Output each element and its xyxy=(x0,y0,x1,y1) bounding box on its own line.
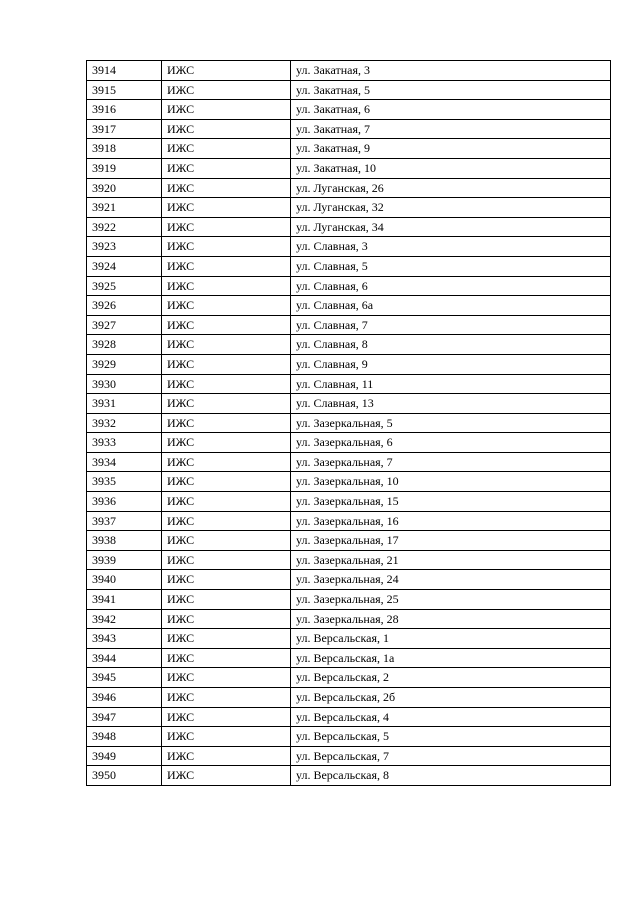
building-type-cell-text: ИЖС xyxy=(167,317,195,332)
table-row xyxy=(87,609,611,629)
row-number-cell-text: 3923 xyxy=(92,239,116,254)
row-number-cell-text: 3931 xyxy=(92,396,116,411)
table-row xyxy=(87,511,611,531)
table-row xyxy=(87,315,611,335)
building-type-cell xyxy=(162,688,291,708)
table-row xyxy=(87,256,611,276)
building-type-cell-text: ИЖС xyxy=(167,513,195,528)
address-cell-text: ул. Луганская, 32 xyxy=(296,200,384,215)
address-cell xyxy=(291,335,611,355)
table-row xyxy=(87,61,611,81)
row-number-cell xyxy=(87,766,162,786)
address-cell-text: ул. Зазеркальная, 15 xyxy=(296,494,399,509)
table-row xyxy=(87,296,611,316)
building-type-cell xyxy=(162,335,291,355)
row-number-cell-text: 3934 xyxy=(92,454,116,469)
row-number-cell-text: 3932 xyxy=(92,415,116,430)
address-cell xyxy=(291,648,611,668)
row-number-cell xyxy=(87,237,162,257)
address-cell-text: ул. Славная, 6 xyxy=(296,278,368,293)
row-number-cell-text: 3937 xyxy=(92,513,116,528)
row-number-cell-text: 3948 xyxy=(92,729,116,744)
row-number-cell-text: 3944 xyxy=(92,650,116,665)
building-type-cell-text: ИЖС xyxy=(167,356,195,371)
row-number-cell xyxy=(87,139,162,159)
building-type-cell xyxy=(162,531,291,551)
row-number-cell xyxy=(87,688,162,708)
address-cell-text: ул. Зазеркальная, 25 xyxy=(296,592,399,607)
building-type-cell xyxy=(162,217,291,237)
building-type-cell-text: ИЖС xyxy=(167,415,195,430)
building-type-cell-text: ИЖС xyxy=(167,474,195,489)
building-type-cell-text: ИЖС xyxy=(167,278,195,293)
building-type-cell xyxy=(162,119,291,139)
row-number-cell xyxy=(87,590,162,610)
building-type-cell-text: ИЖС xyxy=(167,454,195,469)
table-row xyxy=(87,648,611,668)
building-type-cell-text: ИЖС xyxy=(167,690,195,704)
building-type-cell xyxy=(162,570,291,590)
table-row xyxy=(87,80,611,100)
address-cell-text: ул. Версальская, 7 xyxy=(296,748,389,763)
row-number-cell-text: 3917 xyxy=(92,121,116,136)
row-number-cell xyxy=(87,61,162,81)
address-registry-table xyxy=(86,60,611,786)
row-number-cell xyxy=(87,374,162,394)
table-row xyxy=(87,746,611,766)
row-number-cell-text: 3915 xyxy=(92,82,116,97)
building-type-cell xyxy=(162,629,291,649)
row-number-cell xyxy=(87,452,162,472)
building-type-cell-text: ИЖС xyxy=(167,650,195,665)
building-type-cell-text: ИЖС xyxy=(167,102,195,117)
row-number-cell-text: 3929 xyxy=(92,356,116,371)
row-number-cell-text: 3943 xyxy=(92,631,116,646)
building-type-cell xyxy=(162,668,291,688)
address-cell xyxy=(291,237,611,257)
address-cell-text: ул. Версальская, 5 xyxy=(296,729,389,744)
table-row xyxy=(87,707,611,727)
row-number-cell xyxy=(87,648,162,668)
address-cell-text: ул. Версальская, 1а xyxy=(296,650,395,665)
address-cell-text: ул. Закатная, 3 xyxy=(296,63,370,77)
address-cell-text: ул. Зазеркальная, 21 xyxy=(296,552,399,567)
building-type-cell xyxy=(162,61,291,81)
address-cell-text: ул. Зазеркальная, 16 xyxy=(296,513,399,528)
building-type-cell xyxy=(162,452,291,472)
building-type-cell xyxy=(162,158,291,178)
building-type-cell-text: ИЖС xyxy=(167,729,195,744)
address-cell xyxy=(291,394,611,414)
row-number-cell-text: 3914 xyxy=(92,63,116,77)
table-row xyxy=(87,178,611,198)
address-cell-text: ул. Зазеркальная, 5 xyxy=(296,415,393,430)
building-type-cell xyxy=(162,492,291,512)
address-cell-text: ул. Славная, 3 xyxy=(296,239,368,254)
building-type-cell xyxy=(162,276,291,296)
building-type-cell xyxy=(162,766,291,786)
building-type-cell xyxy=(162,354,291,374)
building-type-cell-text: ИЖС xyxy=(167,239,195,254)
building-type-cell xyxy=(162,296,291,316)
table-row xyxy=(87,668,611,688)
address-cell xyxy=(291,570,611,590)
row-number-cell-text: 3940 xyxy=(92,572,116,587)
row-number-cell xyxy=(87,198,162,218)
row-number-cell-text: 3935 xyxy=(92,474,116,489)
address-cell xyxy=(291,492,611,512)
row-number-cell xyxy=(87,472,162,492)
row-number-cell xyxy=(87,492,162,512)
row-number-cell xyxy=(87,531,162,551)
building-type-cell xyxy=(162,394,291,414)
building-type-cell-text: ИЖС xyxy=(167,435,195,450)
building-type-cell-text: ИЖС xyxy=(167,376,195,391)
building-type-cell xyxy=(162,746,291,766)
building-type-cell-text: ИЖС xyxy=(167,82,195,97)
row-number-cell-text: 3927 xyxy=(92,317,116,332)
table-row xyxy=(87,550,611,570)
address-cell xyxy=(291,374,611,394)
address-cell xyxy=(291,61,611,81)
table-row xyxy=(87,374,611,394)
row-number-cell xyxy=(87,550,162,570)
address-cell xyxy=(291,727,611,747)
address-cell-text: ул. Луганская, 34 xyxy=(296,219,384,234)
row-number-cell xyxy=(87,256,162,276)
address-cell-text: ул. Зазеркальная, 28 xyxy=(296,611,399,626)
address-cell-text: ул. Версальская, 8 xyxy=(296,768,389,783)
address-cell-text: ул. Славная, 9 xyxy=(296,356,368,371)
row-number-cell-text: 3945 xyxy=(92,670,116,685)
address-cell-text: ул. Славная, 7 xyxy=(296,317,368,332)
table-row xyxy=(87,237,611,257)
address-cell xyxy=(291,668,611,688)
address-cell-text: ул. Закатная, 6 xyxy=(296,102,370,117)
building-type-cell-text: ИЖС xyxy=(167,592,195,607)
address-cell xyxy=(291,766,611,786)
building-type-cell xyxy=(162,237,291,257)
building-type-cell-text: ИЖС xyxy=(167,121,195,136)
row-number-cell xyxy=(87,570,162,590)
table-row xyxy=(87,590,611,610)
address-cell xyxy=(291,550,611,570)
building-type-cell-text: ИЖС xyxy=(167,180,195,195)
table-row xyxy=(87,531,611,551)
row-number-cell xyxy=(87,511,162,531)
building-type-cell xyxy=(162,590,291,610)
address-cell xyxy=(291,354,611,374)
row-number-cell xyxy=(87,746,162,766)
row-number-cell-text: 3926 xyxy=(92,298,116,313)
address-cell xyxy=(291,746,611,766)
row-number-cell-text: 3922 xyxy=(92,219,116,234)
building-type-cell xyxy=(162,511,291,531)
building-type-cell xyxy=(162,609,291,629)
table-row xyxy=(87,119,611,139)
row-number-cell xyxy=(87,413,162,433)
row-number-cell-text: 3936 xyxy=(92,494,116,509)
row-number-cell-text: 3916 xyxy=(92,102,116,117)
building-type-cell-text: ИЖС xyxy=(167,219,195,234)
table-row xyxy=(87,629,611,649)
address-cell xyxy=(291,452,611,472)
address-cell xyxy=(291,80,611,100)
building-type-cell-text: ИЖС xyxy=(167,141,195,156)
row-number-cell-text: 3930 xyxy=(92,376,116,391)
row-number-cell xyxy=(87,335,162,355)
address-cell-text: ул. Закатная, 7 xyxy=(296,121,370,136)
row-number-cell xyxy=(87,158,162,178)
row-number-cell-text: 3933 xyxy=(92,435,116,450)
row-number-cell-text: 3918 xyxy=(92,141,116,156)
address-cell xyxy=(291,178,611,198)
table-row xyxy=(87,492,611,512)
address-cell xyxy=(291,413,611,433)
table-row xyxy=(87,198,611,218)
building-type-cell-text: ИЖС xyxy=(167,200,195,215)
table-row xyxy=(87,570,611,590)
building-type-cell-text: ИЖС xyxy=(167,160,195,175)
building-type-cell-text: ИЖС xyxy=(167,494,195,509)
building-type-cell xyxy=(162,472,291,492)
row-number-cell xyxy=(87,119,162,139)
address-cell-text: ул. Закатная, 5 xyxy=(296,82,370,97)
address-cell-text: ул. Луганская, 26 xyxy=(296,180,384,195)
building-type-cell-text: ИЖС xyxy=(167,298,195,313)
address-cell xyxy=(291,119,611,139)
address-cell xyxy=(291,629,611,649)
building-type-cell-text: ИЖС xyxy=(167,709,195,724)
address-cell xyxy=(291,198,611,218)
building-type-cell-text: ИЖС xyxy=(167,670,195,685)
table-row xyxy=(87,276,611,296)
building-type-cell xyxy=(162,100,291,120)
row-number-cell-text: 3924 xyxy=(92,258,116,273)
row-number-cell xyxy=(87,668,162,688)
row-number-cell xyxy=(87,707,162,727)
address-cell-text: ул. Зазеркальная, 7 xyxy=(296,454,393,469)
row-number-cell xyxy=(87,100,162,120)
address-cell-text: ул. Версальская, 4 xyxy=(296,709,389,724)
building-type-cell-text: ИЖС xyxy=(167,396,195,411)
address-cell-text: ул. Версальская, 2 xyxy=(296,670,389,685)
row-number-cell xyxy=(87,629,162,649)
table-row xyxy=(87,158,611,178)
address-cell-text: ул. Версальская, 2б xyxy=(296,690,396,704)
table-row xyxy=(87,688,611,708)
row-number-cell-text: 3920 xyxy=(92,180,116,195)
table-row xyxy=(87,452,611,472)
row-number-cell xyxy=(87,727,162,747)
address-cell-text: ул. Славная, 6а xyxy=(296,298,374,313)
address-cell xyxy=(291,688,611,708)
address-cell-text: ул. Закатная, 9 xyxy=(296,141,370,156)
building-type-cell xyxy=(162,727,291,747)
table-row xyxy=(87,433,611,453)
address-cell xyxy=(291,217,611,237)
table-row xyxy=(87,394,611,414)
building-type-cell xyxy=(162,80,291,100)
address-cell xyxy=(291,158,611,178)
row-number-cell xyxy=(87,80,162,100)
address-cell-text: ул. Зазеркальная, 17 xyxy=(296,533,399,548)
row-number-cell-text: 3921 xyxy=(92,200,116,215)
address-cell xyxy=(291,511,611,531)
row-number-cell-text: 3950 xyxy=(92,768,116,783)
address-cell xyxy=(291,100,611,120)
address-cell xyxy=(291,531,611,551)
building-type-cell xyxy=(162,178,291,198)
address-cell-text: ул. Зазеркальная, 24 xyxy=(296,572,399,587)
row-number-cell-text: 3942 xyxy=(92,611,116,626)
table-row xyxy=(87,217,611,237)
address-cell-text: ул. Славная, 8 xyxy=(296,337,368,352)
address-cell-text: ул. Славная, 11 xyxy=(296,376,374,391)
table-row xyxy=(87,354,611,374)
building-type-cell xyxy=(162,256,291,276)
row-number-cell xyxy=(87,609,162,629)
address-cell xyxy=(291,256,611,276)
building-type-cell-text: ИЖС xyxy=(167,258,195,273)
row-number-cell-text: 3938 xyxy=(92,533,116,548)
address-cell xyxy=(291,315,611,335)
building-type-cell-text: ИЖС xyxy=(167,611,195,626)
building-type-cell xyxy=(162,198,291,218)
building-type-cell xyxy=(162,433,291,453)
table-row xyxy=(87,766,611,786)
row-number-cell xyxy=(87,178,162,198)
address-cell xyxy=(291,433,611,453)
address-cell xyxy=(291,472,611,492)
row-number-cell-text: 3919 xyxy=(92,160,116,175)
row-number-cell xyxy=(87,315,162,335)
building-type-cell-text: ИЖС xyxy=(167,337,195,352)
row-number-cell-text: 3925 xyxy=(92,278,116,293)
row-number-cell xyxy=(87,296,162,316)
building-type-cell xyxy=(162,374,291,394)
row-number-cell-text: 3941 xyxy=(92,592,116,607)
address-cell-text: ул. Зазеркальная, 10 xyxy=(296,474,399,489)
address-cell xyxy=(291,296,611,316)
row-number-cell xyxy=(87,394,162,414)
building-type-cell xyxy=(162,315,291,335)
building-type-cell-text: ИЖС xyxy=(167,748,195,763)
building-type-cell xyxy=(162,648,291,668)
address-cell-text: ул. Версальская, 1 xyxy=(296,631,389,646)
row-number-cell-text: 3949 xyxy=(92,748,116,763)
building-type-cell xyxy=(162,550,291,570)
address-cell-text: ул. Закатная, 10 xyxy=(296,160,376,175)
address-cell-text: ул. Зазеркальная, 6 xyxy=(296,435,393,450)
address-cell xyxy=(291,139,611,159)
address-cell-text: ул. Славная, 5 xyxy=(296,258,368,273)
row-number-cell xyxy=(87,276,162,296)
building-type-cell xyxy=(162,707,291,727)
address-cell-text: ул. Славная, 13 xyxy=(296,396,374,411)
registry-table-body xyxy=(87,61,611,786)
table-row xyxy=(87,100,611,120)
row-number-cell xyxy=(87,433,162,453)
row-number-cell-text: 3939 xyxy=(92,552,116,567)
building-type-cell-text: ИЖС xyxy=(167,572,195,587)
row-number-cell-text: 3947 xyxy=(92,709,116,724)
address-cell xyxy=(291,276,611,296)
building-type-cell xyxy=(162,139,291,159)
building-type-cell-text: ИЖС xyxy=(167,552,195,567)
row-number-cell xyxy=(87,354,162,374)
table-row xyxy=(87,727,611,747)
table-row xyxy=(87,472,611,492)
building-type-cell-text: ИЖС xyxy=(167,631,195,646)
address-cell xyxy=(291,707,611,727)
table-row xyxy=(87,335,611,355)
table-row xyxy=(87,139,611,159)
row-number-cell-text: 3928 xyxy=(92,337,116,352)
address-cell xyxy=(291,609,611,629)
table-row xyxy=(87,413,611,433)
building-type-cell-text: ИЖС xyxy=(167,768,195,783)
building-type-cell xyxy=(162,413,291,433)
row-number-cell xyxy=(87,217,162,237)
row-number-cell-text: 3946 xyxy=(92,690,116,704)
address-cell xyxy=(291,590,611,610)
building-type-cell-text: ИЖС xyxy=(167,63,195,77)
building-type-cell-text: ИЖС xyxy=(167,533,195,548)
